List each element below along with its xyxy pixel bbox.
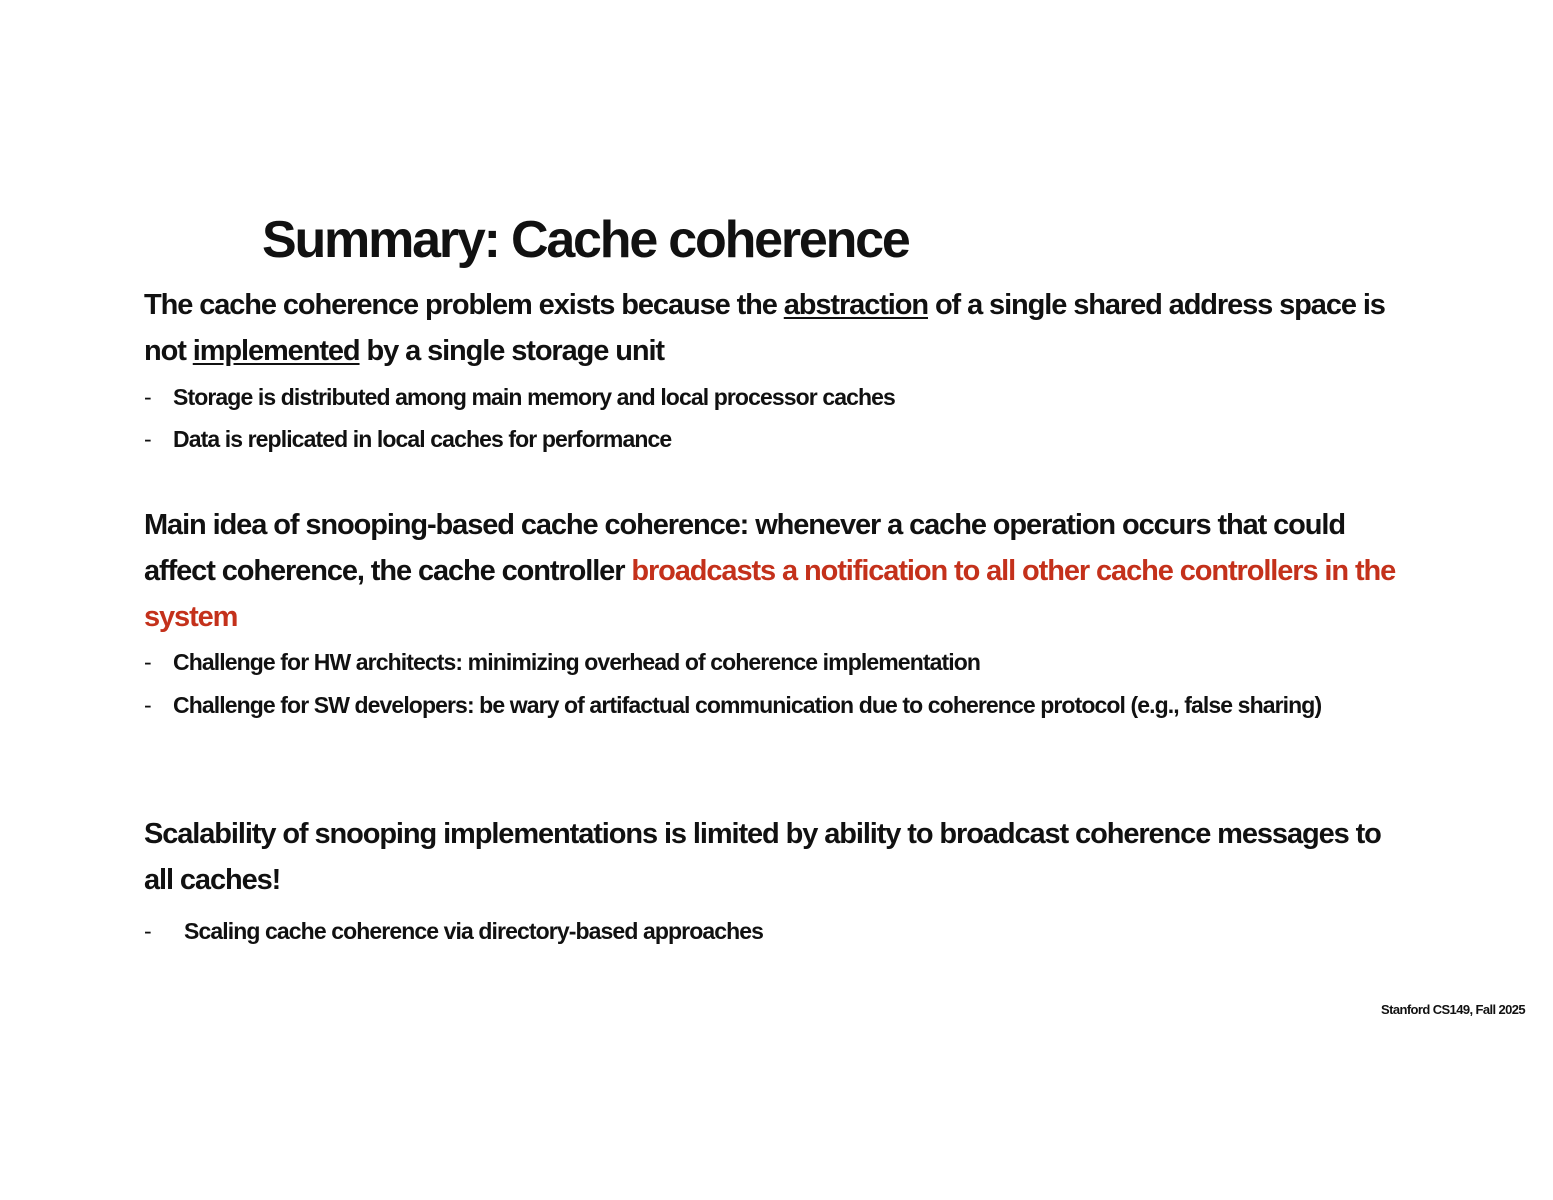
bullet-dash: - — [144, 384, 151, 410]
list-item — [144, 912, 1364, 950]
list-item — [144, 378, 1364, 416]
snooping-challenge-bullets — [144, 643, 1364, 724]
paragraph-text: Main idea of snooping-based cache coherence: whenever a cache operation occurs that could affect coherence, the cache controller — [144, 509, 1345, 587]
snooping-idea-paragraph — [144, 502, 1404, 640]
underlined-term-implemented: implemented — [192, 335, 360, 367]
bullet-dash: - — [144, 649, 151, 675]
coherence-problem-paragraph — [144, 282, 1404, 374]
bullet-text: Scaling cache coherence via directory-based approaches — [184, 918, 764, 944]
coherence-problem-bullets — [144, 378, 1364, 458]
scalability-paragraph: Scalability of snooping implementations is limited by ability to broadcast coherence messages to all caches! — [144, 818, 1381, 896]
bullet-dash: - — [144, 426, 151, 452]
list-item — [144, 643, 1364, 681]
underlined-term-abstraction: abstraction — [783, 289, 928, 321]
scalability-bullets — [144, 912, 1364, 950]
list-item — [144, 420, 1364, 458]
slide-title: Summary: Cache coherence — [262, 211, 909, 269]
bullet-dash: - — [144, 918, 151, 944]
highlighted-text: broadcasts a notification to all other cache controllers in the system — [144, 555, 1396, 633]
paragraph-text: The cache coherence problem exists because the — [144, 289, 784, 321]
list-item — [144, 686, 1364, 724]
bullet-dash: - — [144, 692, 151, 718]
paragraph-text: by a single storage unit — [359, 335, 664, 367]
bullet-text: Challenge for SW developers: be wary of artifactual communication due to coherence protocol (e.g., false sharing) — [173, 692, 1322, 718]
course-footer: Stanford CS149, Fall 2025 — [1381, 1002, 1525, 1017]
paragraph-text: of a single shared address space is not — [144, 289, 1385, 367]
bullet-text: Data is replicated in local caches for performance — [173, 426, 672, 452]
bullet-text: Storage is distributed among main memory and local processor caches — [173, 384, 895, 410]
bullet-text: Challenge for HW architects: minimizing overhead of coherence implementation — [173, 649, 981, 675]
